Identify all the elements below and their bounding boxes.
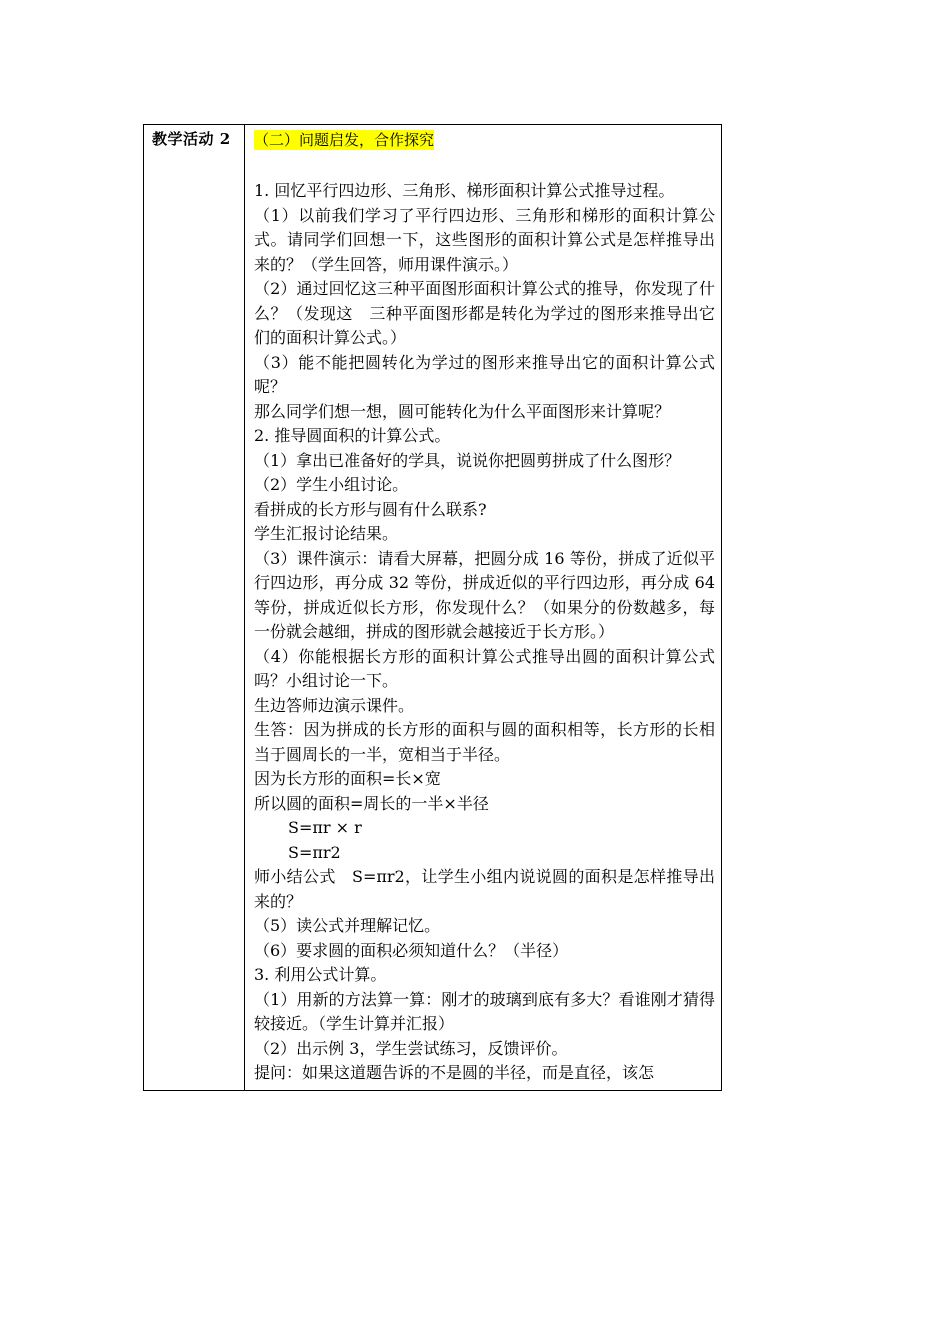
paragraph-derive-relation: 看拼成的长方形与圆有什么联系? — [254, 499, 487, 519]
content-body — [245, 125, 721, 1090]
paragraph-circle-area: 所以圆的面积=周长的一半×半径 — [254, 793, 489, 813]
paragraph-apply-question: 提问：如果这道题告诉的不是圆的半径，而是直径，该怎 — [254, 1063, 655, 1082]
row-label: 教学活动 2 — [152, 130, 231, 148]
section-title-highlighted: （二）问题启发，合作探究 — [254, 131, 435, 149]
row-content-cell — [245, 125, 722, 1091]
paragraph-summary: 师小结公式 S=πr2，让学生小组内说说圆的面积是怎样推导出来的？ — [254, 867, 715, 911]
paragraph-derive-q4: （4）你能根据长方形的面积计算公式推导出圆的面积计算公式吗？小组讨论一下。 — [254, 646, 715, 690]
blank-line — [254, 150, 715, 179]
paragraph-apply-q1: （1）用新的方法算一算：刚才的玻璃到底有多大？看谁刚才猜得较接近。（学生计算并汇报） — [254, 989, 715, 1033]
paragraph-derive-demo: 生边答师边演示课件。 — [254, 695, 415, 715]
paragraph-derive-q3: （3）课件演示：请看大屏幕，把圆分成 16 等份，拼成了近似平行四边形，再分成 32 等份，拼成近似的平行四边形，再分成 64 等份，拼成近似长方形，你发现什么？（如果分的份数越多，每一份就会越细，拼成的图形就会越接近于长方形。） — [254, 548, 715, 641]
paragraph-apply-q2: （2）出示例 3，学生尝试练习，反馈评价。 — [254, 1038, 568, 1058]
paragraph-derive-answer: 生答：因为拼成的长方形的面积与圆的面积相等，长方形的长相当于圆周长的一半，宽相当于半径。 — [254, 720, 715, 764]
formula-final: S=πr2 — [288, 842, 341, 862]
paragraph-derive-q1: （1）拿出已准备好的学具，说说你把圆剪拼成了什么图形？ — [254, 450, 681, 470]
table-row — [144, 125, 722, 1091]
paragraph-derive-q2: （2）学生小组讨论。 — [254, 475, 409, 494]
row-label-cell — [144, 125, 245, 1091]
formula-step: S=πr × r — [288, 818, 362, 837]
paragraph-recall-heading: 1. 回忆平行四边形、三角形、梯形面积计算公式推导过程。 — [254, 181, 675, 200]
paragraph-recall-think: 那么同学们想一想，圆可能转化为什么平面图形来计算呢？ — [254, 401, 671, 421]
paragraph-derive-report: 学生汇报讨论结果。 — [254, 524, 399, 543]
paragraph-apply-heading: 3. 利用公式计算。 — [254, 965, 387, 984]
paragraph-derive-q6: （6）要求圆的面积必须知道什么？（半径） — [254, 940, 569, 960]
paragraph-derive-q5: （5）读公式并理解记忆。 — [254, 916, 441, 935]
paragraph-recall-q2: （2）通过回忆这三种平面图形面积计算公式的推导，你发现了什么？（发现这 三种平面图形都是转化为学过的图形来推导出它们的面积计算公式。） — [254, 279, 715, 347]
paragraph-derive-heading: 2. 推导圆面积的计算公式。 — [254, 426, 451, 445]
paragraph-recall-q1: （1）以前我们学习了平行四边形、三角形和梯形的面积计算公式。请同学们回想一下，这些图形的面积计算公式是怎样推导出来的？（学生回答，师用课件演示。） — [254, 205, 715, 274]
paragraph-rect-area: 因为长方形的面积=长×宽 — [254, 769, 441, 788]
paragraph-recall-q3: （3）能不能把圆转化为学过的图形来推导出它的面积计算公式呢？ — [254, 352, 715, 396]
lesson-plan-table — [143, 124, 722, 1091]
